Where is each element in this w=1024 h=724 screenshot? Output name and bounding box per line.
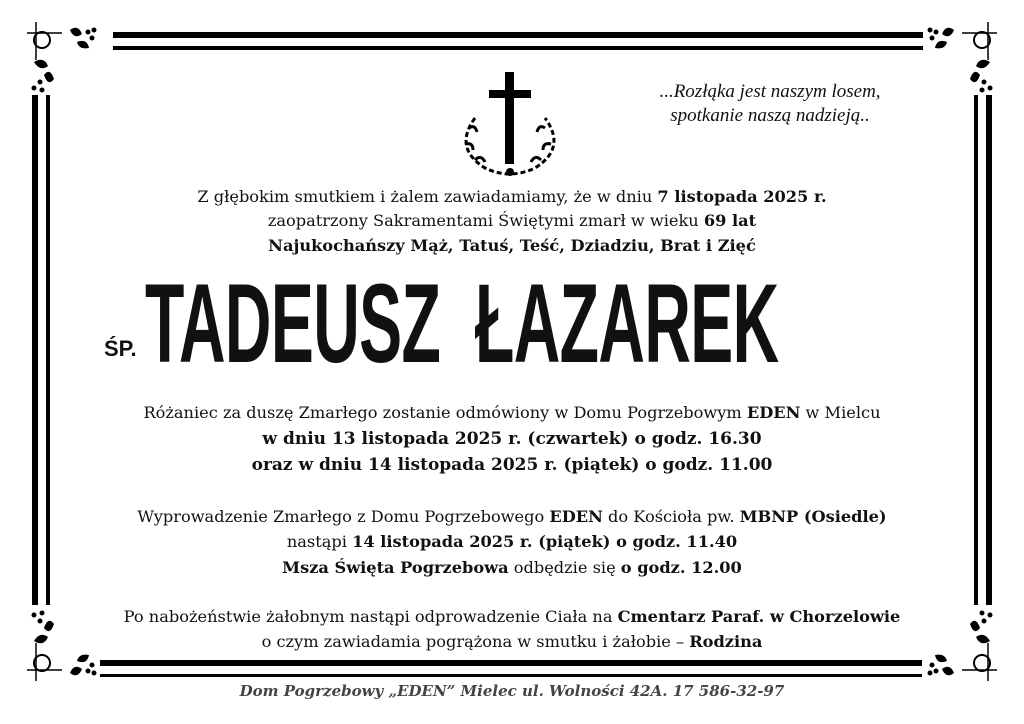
- border-right-thin: [974, 95, 978, 605]
- age: 69 lat: [703, 211, 757, 230]
- burial-text: Po nabożeństwie żałobnym nastąpi odprowadzenie Ciała na: [123, 607, 618, 626]
- deceased-name: TADEUSZ ŁAZAREK: [145, 261, 779, 386]
- intro-line-1: [0, 186, 1024, 208]
- intro-text: Z głębokim smutkiem i żalem zawiadamiamy, że w dniu: [197, 187, 658, 206]
- family-roles: Najukochańszy Mąż, Tatuś, Teść, Dziadziu, Brat i Zięć: [268, 236, 756, 255]
- procession-text: Wyprowadzenie Zmarłego z Domu Pogrzebowego: [137, 507, 550, 526]
- border-bottom-thin: [100, 674, 922, 677]
- border-left-thin: [46, 95, 50, 605]
- border-left-thick: [32, 95, 38, 605]
- cemetery-name: Cmentarz Paraf. w Chorzelowie: [617, 607, 901, 626]
- floral-corner-ornament-top-left: [22, 20, 102, 100]
- procession-text: nastąpi: [286, 532, 353, 551]
- rosary-date-1: w dniu 13 listopada 2025 r. (czwartek) o godz. 16.30: [262, 429, 762, 449]
- procession-line-2: [0, 531, 1024, 553]
- border-bottom-thick: [100, 660, 922, 666]
- procession-date: 14 listopada 2025 r. (piątek) o godz. 11.40: [352, 532, 738, 551]
- border-top-thin: [113, 46, 923, 50]
- mass-label: Msza Święta Pogrzebowa: [282, 558, 509, 577]
- rosary-text: Różaniec za duszę Zmarłego zostanie odmówiony w Domu Pogrzebowym: [143, 403, 747, 422]
- border-right-thick: [986, 95, 992, 605]
- family-signature: Rodzina: [689, 632, 763, 651]
- quote-line-1: ...Rozłąka jest naszym losem,: [659, 81, 881, 102]
- sp-prefix: ŚP.: [104, 336, 137, 361]
- quote-line-2: spotkanie naszą nadzieją..: [670, 105, 870, 126]
- intro-text: zaopatrzony Sakramentami Świętymi zmarł w wieku: [267, 211, 704, 230]
- funeral-home-name: EDEN: [549, 507, 603, 526]
- mass-text: odbędzie się: [508, 558, 621, 577]
- mass-time: o godz. 12.00: [620, 558, 742, 577]
- burial-text: o czym zawiadamia pogrążona w smutku i żałobie –: [261, 632, 690, 651]
- mass-line: [0, 557, 1024, 579]
- burial-line-1: [0, 606, 1024, 628]
- border-top-thick: [113, 32, 923, 38]
- funeral-home-footer: Dom Pogrzebowy „EDEN” Mielec ul. Wolności 42A. 17 586-32-97: [239, 682, 785, 700]
- intro-line-2: [0, 210, 1024, 232]
- epigraph-quote: [600, 80, 940, 128]
- death-date: 7 listopada 2025 r.: [657, 187, 827, 206]
- burial-line-2: [0, 631, 1024, 653]
- rosary-text: w Mielcu: [800, 403, 881, 422]
- rosary-date-2: oraz w dniu 14 listopada 2025 r. (piątek) o godz. 11.00: [251, 455, 773, 475]
- cross-with-wreath-icon: [445, 68, 575, 180]
- deceased-name-block: [145, 261, 875, 386]
- procession-text: do Kościoła pw.: [602, 507, 740, 526]
- funeral-home-name: EDEN: [746, 403, 801, 422]
- procession-line-1: [0, 506, 1024, 528]
- rosary-line-1: [0, 402, 1024, 424]
- church-name: MBNP (Osiedle): [739, 507, 887, 526]
